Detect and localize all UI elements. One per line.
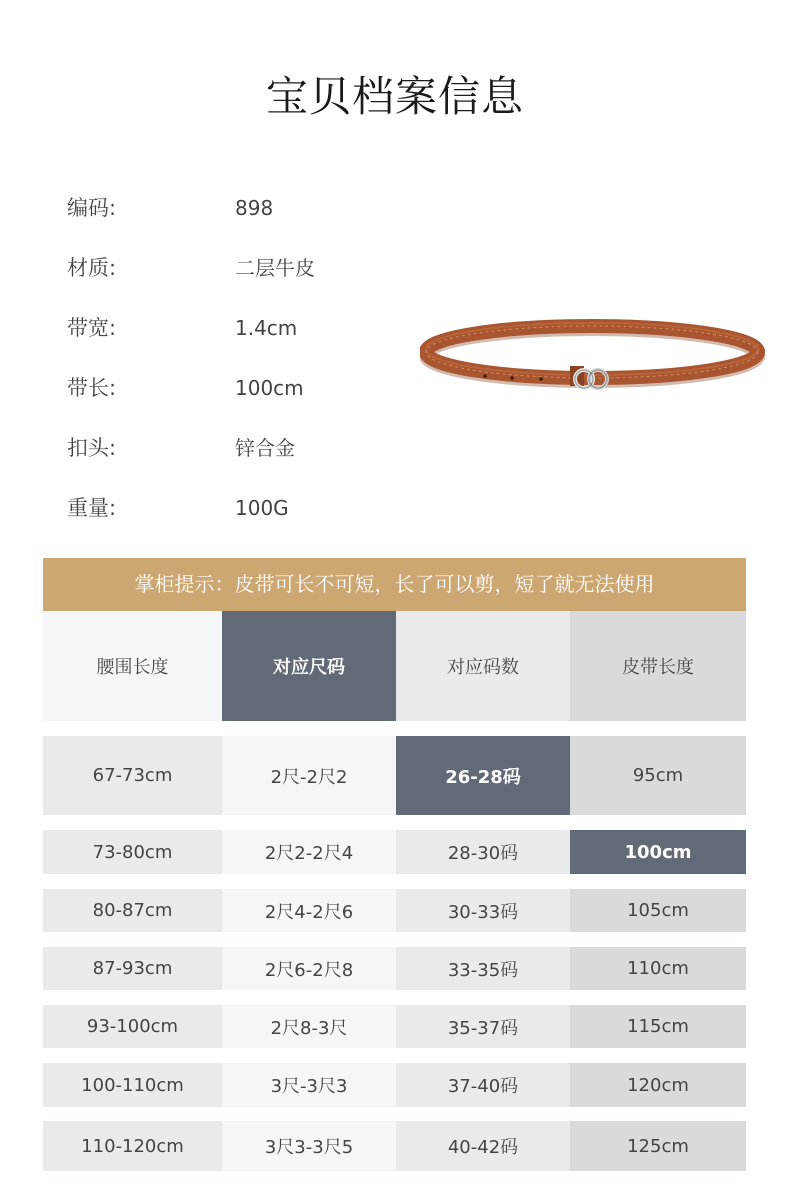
spec-value: 锌合金 bbox=[235, 436, 295, 460]
spec-value: 100G bbox=[235, 496, 289, 520]
cell-waist: 110-120cm bbox=[43, 1121, 222, 1171]
spec-row-width bbox=[67, 311, 387, 345]
cell-belt-length: 100cm bbox=[570, 830, 746, 874]
cell-belt-length: 120cm bbox=[570, 1063, 746, 1107]
header-size: 对应尺码 bbox=[222, 611, 396, 721]
spec-row-code bbox=[67, 191, 387, 225]
spec-label: 编码: bbox=[67, 196, 117, 220]
page-title: 宝贝档案信息 bbox=[265, 72, 524, 121]
table-row bbox=[43, 889, 746, 932]
cell-size: 2尺4-2尺6 bbox=[222, 889, 396, 932]
cell-waist: 93-100cm bbox=[43, 1005, 222, 1048]
cell-waist: 100-110cm bbox=[43, 1063, 222, 1107]
spec-label: 扣头: bbox=[67, 436, 117, 460]
spec-row-buckle bbox=[67, 431, 387, 465]
table-row bbox=[43, 1005, 746, 1048]
cell-belt-length: 110cm bbox=[570, 947, 746, 990]
cell-waist: 73-80cm bbox=[43, 830, 222, 874]
table-row bbox=[43, 947, 746, 990]
cell-belt-length: 95cm bbox=[570, 736, 746, 815]
table-row bbox=[43, 1063, 746, 1107]
spec-row-weight bbox=[67, 491, 387, 525]
cell-code: 33-35码 bbox=[396, 947, 570, 990]
spec-label: 材质: bbox=[67, 256, 117, 280]
table-row bbox=[43, 1121, 746, 1171]
cell-size: 2尺2-2尺4 bbox=[222, 830, 396, 874]
spec-label: 重量: bbox=[67, 496, 117, 520]
cell-belt-length: 125cm bbox=[570, 1121, 746, 1171]
spec-value: 898 bbox=[235, 196, 274, 220]
spec-value: 100cm bbox=[235, 376, 304, 400]
cell-size: 2尺-2尺2 bbox=[222, 736, 396, 815]
cell-code: 37-40码 bbox=[396, 1063, 570, 1107]
table-row bbox=[43, 736, 746, 815]
cell-code: 40-42码 bbox=[396, 1121, 570, 1171]
cell-code: 28-30码 bbox=[396, 830, 570, 874]
spec-row-length bbox=[67, 371, 387, 405]
cell-size: 2尺8-3尺 bbox=[222, 1005, 396, 1048]
cell-waist: 67-73cm bbox=[43, 736, 222, 815]
spec-value: 1.4cm bbox=[235, 316, 298, 340]
cell-code: 26-28码 bbox=[396, 736, 570, 815]
cell-size: 3尺-3尺3 bbox=[222, 1063, 396, 1107]
cell-belt-length: 115cm bbox=[570, 1005, 746, 1048]
spec-row-material bbox=[67, 251, 387, 285]
spec-label: 带长: bbox=[67, 376, 117, 400]
belt-product-image bbox=[420, 316, 765, 406]
header-belt-length: 皮带长度 bbox=[570, 611, 746, 721]
spec-value: 二层牛皮 bbox=[235, 256, 315, 280]
size-table-header bbox=[43, 611, 746, 721]
table-row bbox=[43, 830, 746, 874]
cell-waist: 80-87cm bbox=[43, 889, 222, 932]
header-code: 对应码数 bbox=[396, 611, 570, 721]
cell-code: 30-33码 bbox=[396, 889, 570, 932]
cell-waist: 87-93cm bbox=[43, 947, 222, 990]
cell-code: 35-37码 bbox=[396, 1005, 570, 1048]
tip-banner: 掌柜提示：皮带可长不可短，长了可以剪，短了就无法使用 bbox=[43, 558, 746, 611]
cell-size: 2尺6-2尺8 bbox=[222, 947, 396, 990]
spec-label: 带宽: bbox=[67, 316, 117, 340]
cell-belt-length: 105cm bbox=[570, 889, 746, 932]
cell-size: 3尺3-3尺5 bbox=[222, 1121, 396, 1171]
header-waist: 腰围长度 bbox=[43, 611, 222, 721]
